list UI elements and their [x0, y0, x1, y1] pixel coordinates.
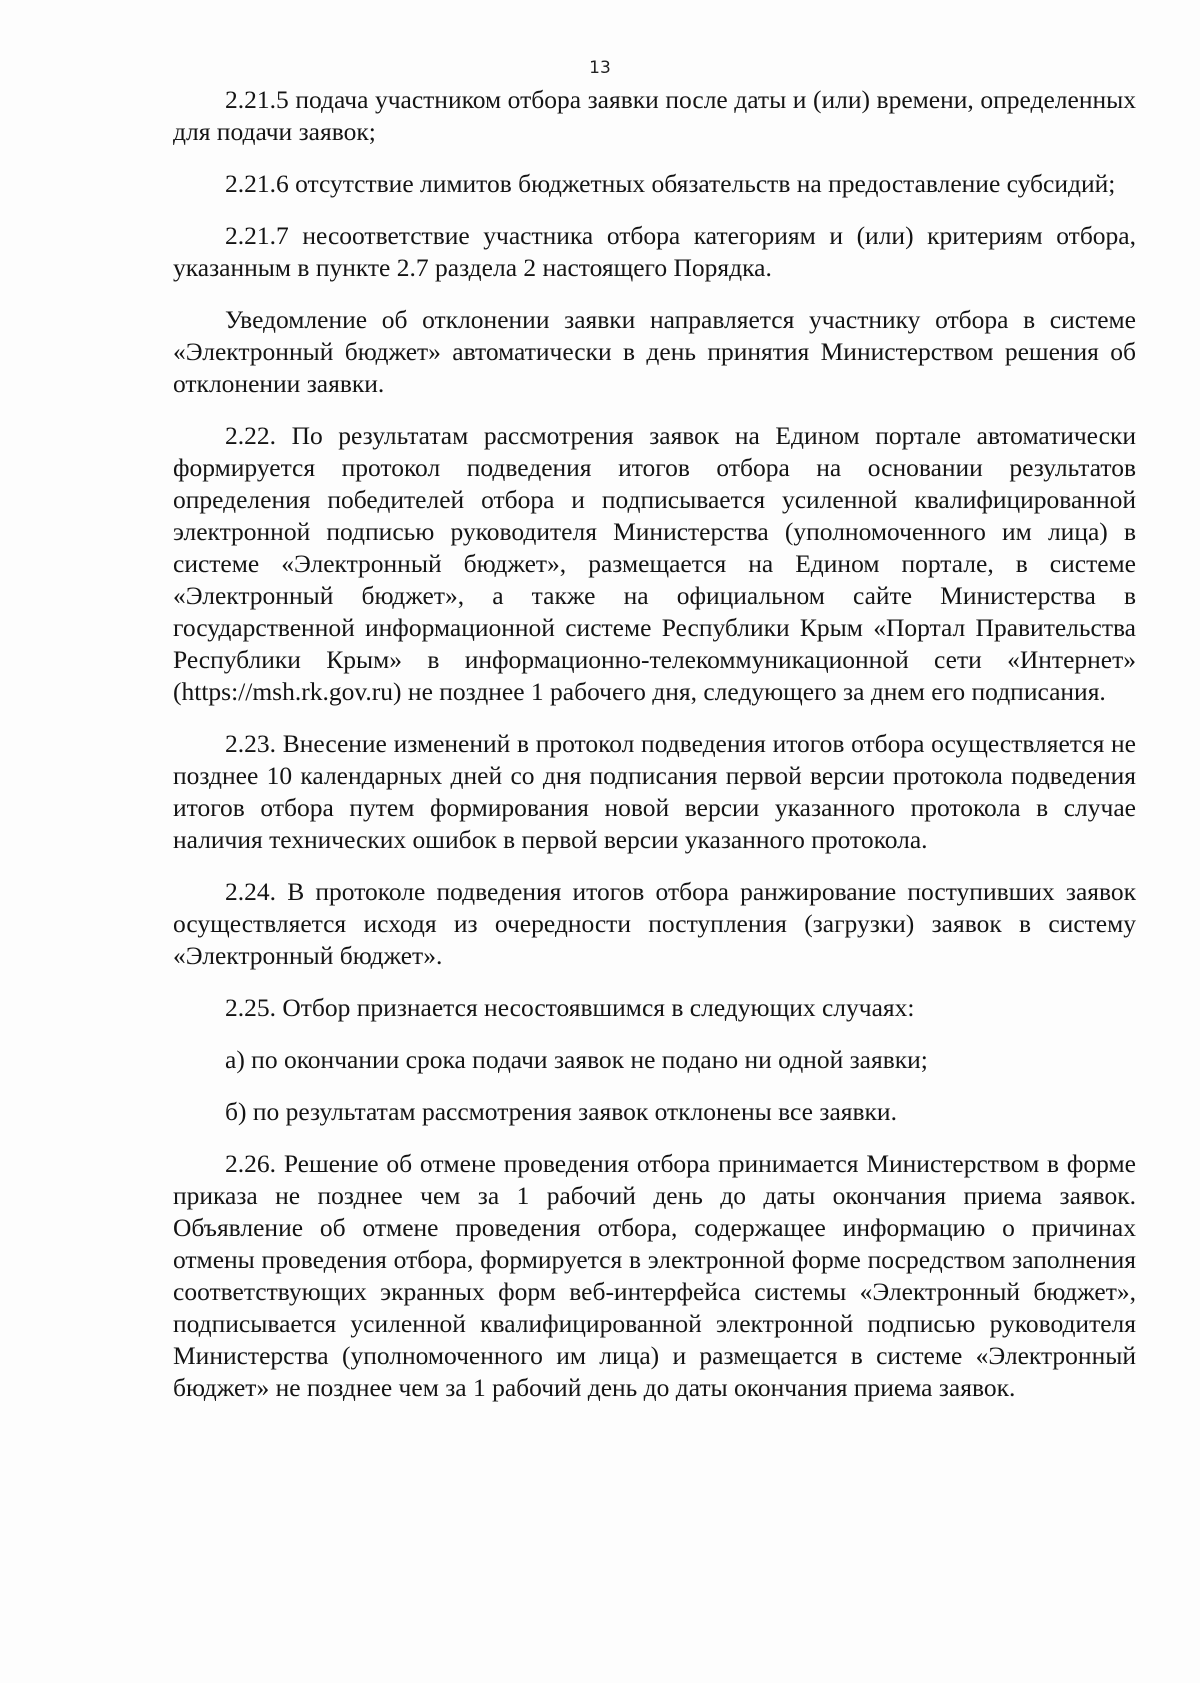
- paragraph-2-24: 2.24. В протоколе подведения итогов отбора ранжирование поступивших заявок осуществляется исходя из очередности поступления (загрузки) заявок в систему «Электронный бюджет».: [173, 877, 1136, 970]
- paragraph-2-25: 2.25. Отбор признается несостоявшимся в следующих случаях:: [225, 993, 915, 1022]
- paragraph-2-21-7: 2.21.7 несоответствие участника отбора категориям и (или) критериям отбора, указанным в пункте 2.7 раздела 2 настоящего Порядка.: [173, 221, 1136, 282]
- paragraph-rejection-notice: Уведомление об отклонении заявки направляется участнику отбора в системе «Электронный бюджет» автоматически в день принятия Министерством решения об отклонении заявки.: [173, 305, 1136, 398]
- document-body: [173, 84, 1136, 1404]
- paragraph-2-21-5: 2.21.5 подача участником отбора заявки после даты и (или) времени, определенных для подачи заявок;: [173, 85, 1136, 146]
- paragraph-2-23: 2.23. Внесение изменений в протокол подведения итогов отбора осуществляется не позднее 10 календарных дней со дня подписания первой версии протокола подведения итогов отбора путем формирования новой версии указанного протокола в случае наличия технических ошибок в первой версии указанного протокола.: [173, 729, 1136, 854]
- paragraph-2-21-6: 2.21.6 отсутствие лимитов бюджетных обязательств на предоставление субсидий;: [225, 169, 1116, 198]
- paragraph-2-22: 2.22. По результатам рассмотрения заявок на Едином портале автоматически формируется протокол подведения итогов отбора на основании результатов определения победителей отбора и подписывается усиленной квалифицированной электронной подписью руководителя Министерства (уполномоченного им лица) в системе «Электронный бюджет», размещается на Едином портале, в системе «Электронный бюджет», а также на официальном сайте Министерства в государственной информационной системе Республики Крым «Портал Правительства Республики Крым» в информационно-телекоммуникационной сети «Интернет» (https://msh.rk.gov.ru) не позднее 1 рабочего дня, следующего за днем его подписания.: [173, 421, 1136, 706]
- paragraph-2-25-a: а) по окончании срока подачи заявок не подано ни одной заявки;: [225, 1045, 928, 1074]
- paragraph-2-25-b: б) по результатам рассмотрения заявок отклонены все заявки.: [225, 1097, 897, 1126]
- page-number: 13: [589, 58, 611, 78]
- paragraph-2-26: 2.26. Решение об отмене проведения отбора принимается Министерством в форме приказа не позднее чем за 1 рабочий день до даты окончания приема заявок. Объявление об отмене проведения отбора, содержащее информацию о причинах отмены проведения отбора, формируется в электронной форме посредством заполнения соответствующих экранных форм веб-интерфейса системы «Электронный бюджет», подписывается усиленной квалифицированной электронной подписью руководителя Министерства (уполномоченного им лица) и размещается в системе «Электронный бюджет» не позднее чем за 1 рабочий день до даты окончания приема заявок.: [173, 1149, 1136, 1402]
